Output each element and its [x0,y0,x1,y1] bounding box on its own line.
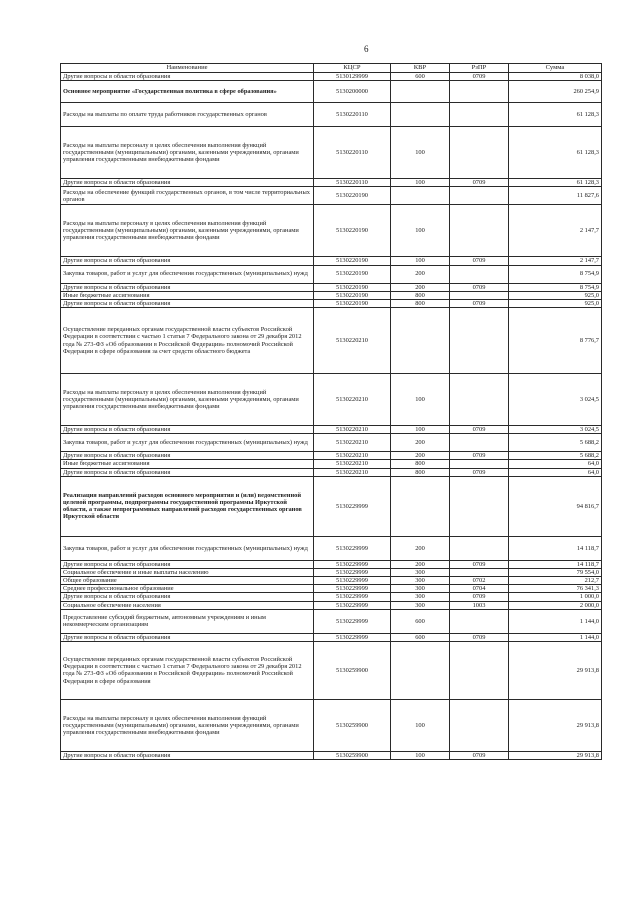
cell-kvr: 300 [391,601,450,609]
table-row [61,81,602,103]
column-header-name: Наименование [61,64,314,73]
cell-sum: 64,0 [509,468,602,476]
table-body [61,73,602,760]
cell-sum: 61 128,3 [509,179,602,187]
cell-kcsr: 5130220190 [314,291,391,299]
cell-rzpr [450,205,509,257]
table-row [61,452,602,460]
cell-kcsr: 5130200000 [314,81,391,103]
cell-name: Расходы на выплаты по оплате труда работников государственных органов [61,103,314,127]
cell-sum: 79 554,0 [509,568,602,576]
cell-kvr [391,187,450,205]
cell-kvr: 800 [391,468,450,476]
cell-name: Другие вопросы в области образования [61,179,314,187]
cell-rzpr: 0709 [450,283,509,291]
cell-kvr: 600 [391,633,450,641]
cell-rzpr: 0709 [450,299,509,307]
cell-kcsr: 5130220190 [314,265,391,283]
cell-rzpr: 0709 [450,73,509,81]
cell-sum: 76 341,3 [509,585,602,593]
cell-kvr: 200 [391,434,450,452]
cell-sum: 3 024,5 [509,426,602,434]
cell-kcsr: 5130229999 [314,536,391,560]
cell-rzpr [450,308,509,374]
cell-rzpr [450,374,509,426]
cell-kcsr: 5130220110 [314,103,391,127]
cell-sum: 2 000,0 [509,601,602,609]
cell-kcsr: 5130220110 [314,127,391,179]
cell-sum: 29 913,8 [509,751,602,759]
cell-kvr: 200 [391,536,450,560]
cell-name: Другие вопросы в области образования [61,299,314,307]
cell-sum: 1 144,0 [509,609,602,633]
cell-rzpr [450,609,509,633]
table-row [61,434,602,452]
cell-sum: 3 024,5 [509,374,602,426]
cell-name: Другие вопросы в области образования [61,468,314,476]
cell-kcsr: 5130229999 [314,585,391,593]
cell-rzpr: 0709 [450,426,509,434]
table-row [61,283,602,291]
table-row [61,633,602,641]
cell-name: Закупка товаров, работ и услуг для обеспечения государственных (муниципальных) нужд [61,265,314,283]
column-header-sum: Сумма [509,64,602,73]
table-row [61,179,602,187]
table-row [61,468,602,476]
cell-name: Иные бюджетные ассигнования [61,460,314,468]
cell-kcsr: 5130220210 [314,308,391,374]
column-header-kvr: КВР [391,64,450,73]
cell-name: Другие вопросы в области образования [61,751,314,759]
table-row [61,308,602,374]
cell-kvr: 100 [391,257,450,265]
table-row [61,577,602,585]
cell-rzpr [450,536,509,560]
cell-sum: 260 254,9 [509,81,602,103]
cell-sum: 61 128,3 [509,103,602,127]
page-number: 6 [364,44,369,54]
cell-sum: 8 754,9 [509,283,602,291]
cell-name: Расходы на выплаты персоналу в целях обеспечения выполнения функций государственными (муниципальными) органами, казенными учреждениями, органами управления государственными внебюджетными фондами [61,127,314,179]
cell-name: Осуществление переданных органам государственной власти субъектов Российской Федерации в соответствии с частью 1 статьи 7 Федерального закона от 29 декабря 2012 года № 273-ФЗ «Об образовании в Российской Федерации» полномочий Российской Федерации в сфере образования [61,641,314,699]
table-row [61,291,602,299]
cell-kvr: 200 [391,283,450,291]
cell-kvr: 100 [391,699,450,751]
cell-kcsr: 5130220190 [314,187,391,205]
cell-kvr: 600 [391,609,450,633]
cell-name: Социальное обеспечение и иные выплаты населению [61,568,314,576]
cell-name: Осуществление переданных органам государственной власти субъектов Российской Федерации в соответствии с частью 1 статьи 7 Федерального закона от 29 декабря 2012 года № 273-ФЗ «Об образовании в Российской Федерации» полномочий Российской Федерации в сфере образования за счет средств областного бюджета [61,308,314,374]
cell-kcsr: 5130229999 [314,476,391,536]
cell-name: Общее образование [61,577,314,585]
cell-rzpr [450,460,509,468]
cell-name: Расходы на обеспечение функций государственных органов, в том числе территориальных органов [61,187,314,205]
cell-kvr: 100 [391,751,450,759]
cell-sum: 11 827,6 [509,187,602,205]
cell-rzpr [450,699,509,751]
table-row [61,460,602,468]
cell-kvr: 200 [391,560,450,568]
cell-name: Другие вопросы в области образования [61,426,314,434]
table-row [61,568,602,576]
cell-kvr: 100 [391,374,450,426]
cell-sum: 1 000,0 [509,593,602,601]
cell-name: Закупка товаров, работ и услуг для обеспечения государственных (муниципальных) нужд [61,536,314,560]
cell-sum: 8 776,7 [509,308,602,374]
cell-rzpr: 0709 [450,633,509,641]
cell-sum: 8 038,0 [509,73,602,81]
cell-rzpr [450,265,509,283]
cell-name: Другие вопросы в области образования [61,452,314,460]
cell-sum: 61 128,3 [509,127,602,179]
cell-sum: 5 688,2 [509,452,602,460]
cell-rzpr [450,291,509,299]
cell-name: Расходы на выплаты персоналу в целях обеспечения выполнения функций государственными (муниципальными) органами, казенными учреждениями, органами управления государственными внебюджетными фондами [61,699,314,751]
cell-name: Другие вопросы в области образования [61,560,314,568]
cell-rzpr: 0709 [450,179,509,187]
cell-rzpr: 0709 [450,560,509,568]
cell-rzpr [450,568,509,576]
table-row [61,536,602,560]
cell-sum: 29 913,8 [509,699,602,751]
column-header-rzpr: РзПР [450,64,509,73]
cell-kvr: 200 [391,452,450,460]
cell-kcsr: 5130220210 [314,426,391,434]
table-row [61,751,602,759]
cell-rzpr: 0704 [450,585,509,593]
cell-name: Иные бюджетные ассигнования [61,291,314,299]
cell-sum: 5 688,2 [509,434,602,452]
cell-kcsr: 5130220190 [314,299,391,307]
cell-kcsr: 5130220190 [314,283,391,291]
cell-rzpr [450,641,509,699]
cell-kcsr: 5130220210 [314,468,391,476]
cell-kvr: 100 [391,205,450,257]
cell-rzpr: 1003 [450,601,509,609]
table-row [61,641,602,699]
cell-kcsr: 5130220210 [314,460,391,468]
cell-kcsr: 5130229999 [314,560,391,568]
table-row [61,374,602,426]
cell-name: Другие вопросы в области образования [61,633,314,641]
cell-kcsr: 5130220190 [314,257,391,265]
cell-rzpr: 0702 [450,577,509,585]
cell-rzpr: 0709 [450,751,509,759]
table-row [61,205,602,257]
cell-kvr: 300 [391,593,450,601]
table-row [61,265,602,283]
cell-kvr: 300 [391,568,450,576]
cell-kvr: 300 [391,585,450,593]
column-header-kcsr: КЦСР [314,64,391,73]
cell-rzpr [450,187,509,205]
table-row [61,585,602,593]
cell-name: Другие вопросы в области образования [61,73,314,81]
cell-kcsr: 5130220210 [314,434,391,452]
cell-rzpr [450,434,509,452]
table-row [61,593,602,601]
cell-rzpr: 0709 [450,468,509,476]
cell-kcsr: 5130259900 [314,751,391,759]
table-row [61,103,602,127]
cell-sum: 94 816,7 [509,476,602,536]
cell-name: Социальное обеспечение населения [61,601,314,609]
cell-name: Расходы на выплаты персоналу в целях обеспечения выполнения функций государственными (муниципальными) органами, казенными учреждениями, органами управления государственными внебюджетными фондами [61,374,314,426]
cell-kcsr: 5130229999 [314,593,391,601]
cell-kvr: 100 [391,127,450,179]
cell-rzpr [450,476,509,536]
cell-rzpr [450,103,509,127]
table-header-row [61,64,602,73]
cell-kvr [391,476,450,536]
cell-sum: 14 118,7 [509,560,602,568]
cell-name: Среднее профессиональное образование [61,585,314,593]
cell-kcsr: 5130259900 [314,641,391,699]
cell-rzpr [450,127,509,179]
cell-kcsr: 5130220210 [314,452,391,460]
cell-kcsr: 5130229999 [314,633,391,641]
cell-rzpr: 0709 [450,593,509,601]
budget-table [60,63,602,760]
cell-kvr: 800 [391,299,450,307]
cell-kcsr: 5130229999 [314,609,391,633]
cell-rzpr: 0709 [450,257,509,265]
cell-kvr: 800 [391,291,450,299]
cell-sum: 2 147,7 [509,205,602,257]
table-row [61,609,602,633]
cell-kcsr: 5130259900 [314,699,391,751]
cell-name: Реализация направлений расходов основного мероприятия и (или) ведомственной целевой программы, подпрограммы государственной программы Иркутской области, а также непрограммных направлений расходов государственных органов Иркутской области [61,476,314,536]
cell-sum: 925,0 [509,291,602,299]
cell-sum: 8 754,9 [509,265,602,283]
cell-kcsr: 5130220110 [314,179,391,187]
table-row [61,560,602,568]
cell-kvr [391,641,450,699]
cell-kcsr: 5130220210 [314,374,391,426]
cell-kcsr: 5130229999 [314,568,391,576]
cell-kvr: 100 [391,179,450,187]
cell-kcsr: 5130229999 [314,601,391,609]
cell-sum: 64,0 [509,460,602,468]
cell-kvr [391,81,450,103]
table-row [61,299,602,307]
cell-sum: 14 118,7 [509,536,602,560]
cell-kcsr: 5130129999 [314,73,391,81]
cell-name: Закупка товаров, работ и услуг для обеспечения государственных (муниципальных) нужд [61,434,314,452]
table-row [61,476,602,536]
cell-kvr [391,308,450,374]
cell-kvr: 200 [391,265,450,283]
cell-sum: 29 913,8 [509,641,602,699]
table-row [61,699,602,751]
cell-rzpr [450,81,509,103]
cell-name: Другие вопросы в области образования [61,593,314,601]
table-row [61,426,602,434]
cell-kvr [391,103,450,127]
cell-name: Другие вопросы в области образования [61,283,314,291]
cell-sum: 2 147,7 [509,257,602,265]
table-row [61,127,602,179]
table-row [61,187,602,205]
cell-kvr: 300 [391,577,450,585]
cell-kvr: 800 [391,460,450,468]
cell-kcsr: 5130220190 [314,205,391,257]
cell-name: Расходы на выплаты персоналу в целях обеспечения выполнения функций государственными (муниципальными) органами, казенными учреждениями, органами управления государственными внебюджетными фондами [61,205,314,257]
cell-name: Другие вопросы в области образования [61,257,314,265]
cell-sum: 925,0 [509,299,602,307]
cell-rzpr: 0709 [450,452,509,460]
cell-kcsr: 5130229999 [314,577,391,585]
cell-kvr: 100 [391,426,450,434]
cell-kvr: 600 [391,73,450,81]
table-row [61,601,602,609]
cell-sum: 212,7 [509,577,602,585]
table-row [61,73,602,81]
cell-name: Основное мероприятие «Государственная политика в сфере образования» [61,81,314,103]
cell-sum: 1 144,0 [509,633,602,641]
cell-name: Предоставление субсидий бюджетным, автономным учреждениям и иным некоммерческим организациям [61,609,314,633]
table-row [61,257,602,265]
